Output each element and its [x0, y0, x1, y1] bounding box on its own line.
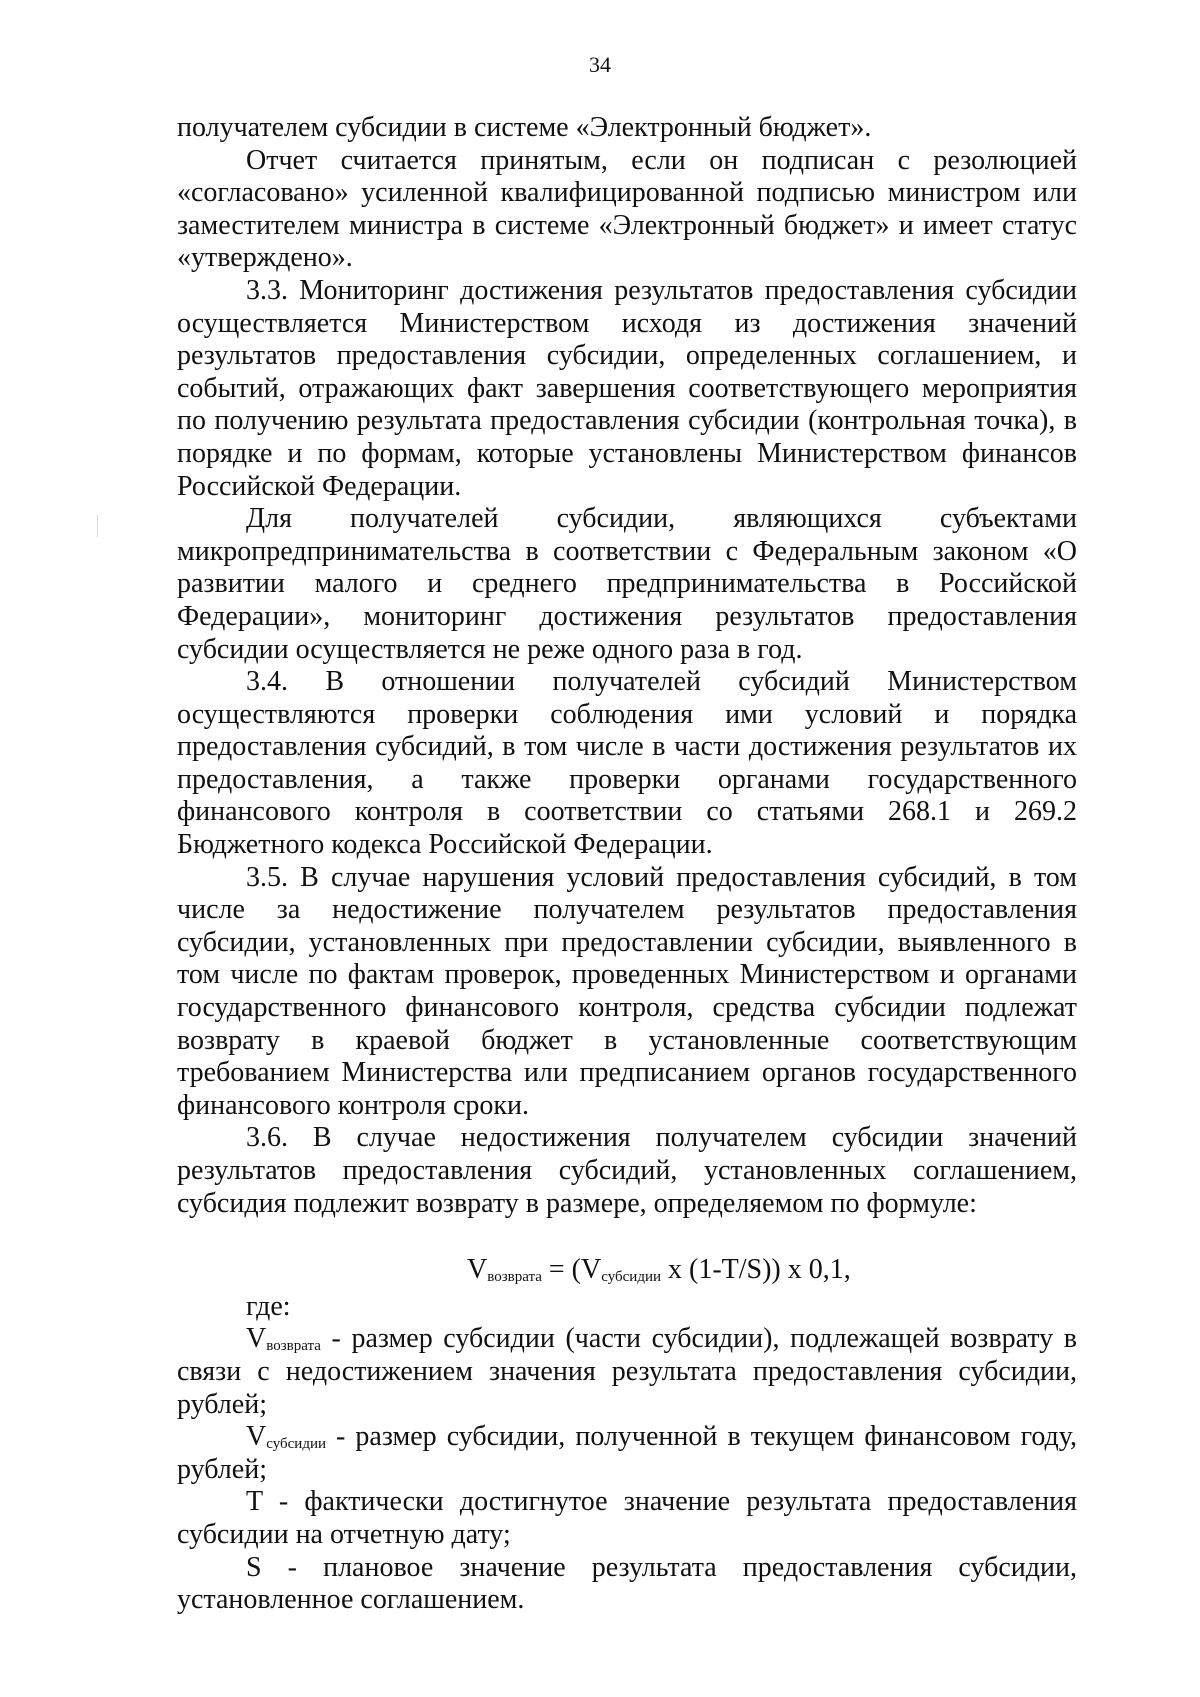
formula-rhs-sub: субсидии	[601, 1269, 661, 1286]
definition-t: T - фактически достигнутое значение результата предоставления субсидии на отчетную дату;	[177, 1486, 1077, 1550]
paragraph-report-acceptance: Отчет считается принятым, если он подписан с резолюцией «согласовано» усиленной квалифицированной подписью министром или заместителем министра в системе «Электронный бюджет» и имеет статус «утверждено».	[177, 144, 1077, 274]
formula-lhs-var: V	[467, 1254, 488, 1286]
formula-rhs-tail: х (1-T/S)) х 0,1,	[661, 1254, 851, 1286]
definition-text: - размер субсидии, полученной в текущем финансовом году, рублей;	[177, 1421, 1077, 1485]
where-label: где:	[246, 1290, 291, 1322]
definition-v-refund	[177, 1323, 1077, 1421]
paragraph-3-4: 3.4. В отношении получателей субсидий Министерством осуществляются проверки соблюдения ими условий и порядка предоставления субсидий, в том числе в части достижения результатов их предоставления, а также проверки органами государственного финансового контроля в соответствии со статьями 268.1 и 269.2 Бюджетного кодекса Российской Федерации.	[177, 666, 1077, 861]
formula-lhs-sub: возврата	[487, 1269, 542, 1286]
paragraph-continuation: получателем субсидии в системе «Электронный бюджет».	[177, 112, 872, 143]
definition-v-subsidy	[177, 1421, 1077, 1486]
definition-s: S - плановое значение результата предоставления субсидии, установленное соглашением.	[177, 1551, 1077, 1616]
scan-artifact	[97, 515, 98, 537]
paragraph-3-6: 3.6. В случае недостижения получателем субсидии значений результатов предоставления субсидий, установленных соглашением, субсидия подлежит возврату в размере, определяемом по формуле:	[177, 1122, 1077, 1219]
definition-var: V	[246, 1323, 267, 1355]
paragraph-3-3: 3.3. Мониторинг достижения результатов предоставления субсидии осуществляется Министерством исходя из достижения значений результатов предоставления субсидии, определенных соглашением, и событий, отражающих факт завершения соответствующего мероприятия по получению результата предоставления субсидии (контрольная точка), в порядке и по формам, которые установлены Министерством финансов Российской Федерации.	[177, 274, 1077, 502]
formula-eq-open: = (V	[541, 1254, 602, 1286]
refund-formula	[177, 1254, 1077, 1287]
page-number: 34	[589, 52, 611, 77]
paragraph-3-5: 3.5. В случае нарушения условий предоставления субсидий, в том числе за недостижение получателем результатов предоставления субсидии, установленных при предоставлении субсидии, выявленного в том числе по фактам проверок, проведенных Министерством и органами государственного финансового контроля, средства субсидии подлежат возврату в краевой бюджет в установленные соответствующим требованием Министерства или предписанием органов государственного финансового контроля сроки.	[177, 861, 1077, 1121]
definition-text: - размер субсидии (части субсидии), подлежащей возврату в связи с недостижением значения результата предоставления субсидии, рублей;	[177, 1323, 1077, 1420]
definition-sub: возврата	[266, 1338, 321, 1355]
paragraph-microbusiness: Для получателей субсидии, являющихся субъектами микропредпринимательства в соответствии с Федеральным законом «О развитии малого и среднего предпринимательства в Российской Федерации», мониторинг достижения результатов предоставления субсидии осуществляется не реже одного раза в год.	[177, 503, 1077, 665]
document-body	[177, 112, 1077, 1617]
definition-sub: субсидии	[266, 1436, 326, 1453]
definition-var: V	[246, 1421, 267, 1453]
